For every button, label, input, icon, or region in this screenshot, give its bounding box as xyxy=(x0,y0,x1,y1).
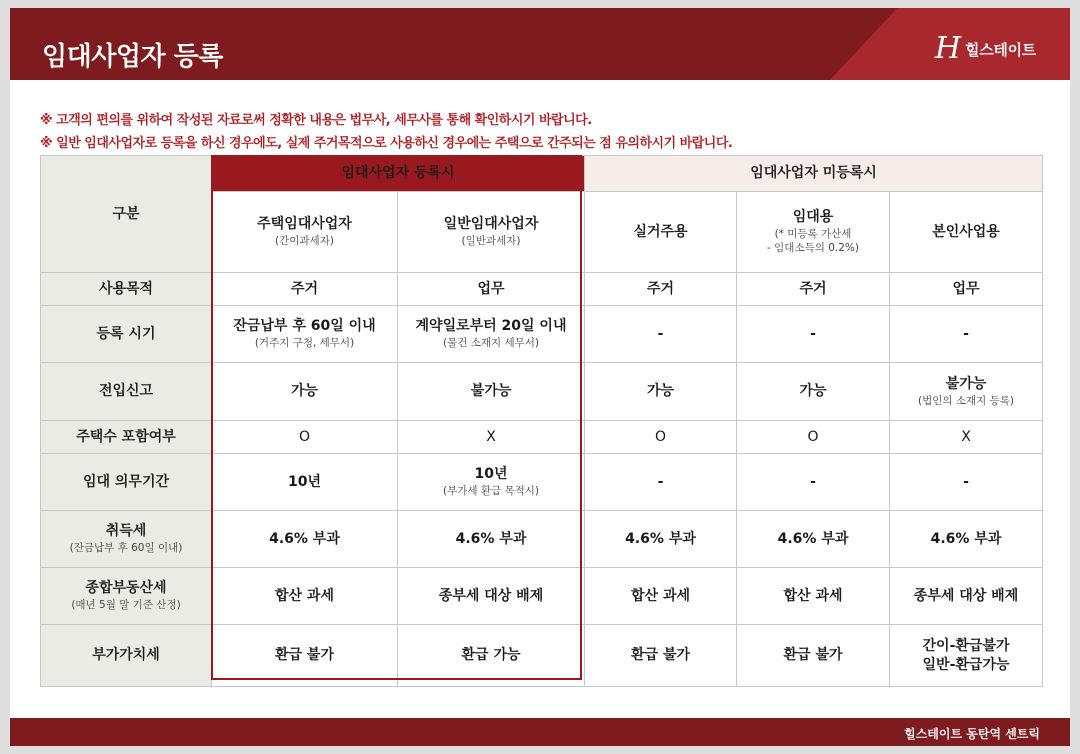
table-cell: 합산 과세 xyxy=(585,568,737,625)
row-header: 취득세 (잔금납부 후 60일 이내) xyxy=(41,511,212,568)
column-header: 임대용 (* 미등록 가산세 - 임대소득의 0.2%) xyxy=(737,192,890,273)
table-cell: - xyxy=(585,306,737,363)
table-cell: X xyxy=(890,421,1043,454)
table-row xyxy=(41,625,1043,687)
row-header: 사용목적 xyxy=(41,273,212,306)
table-cell: - xyxy=(737,454,890,511)
comparison-table xyxy=(40,155,1043,687)
table-cell: 10년 xyxy=(212,454,398,511)
table-cell: 주거 xyxy=(212,273,398,306)
table-cell: O xyxy=(585,421,737,454)
table-cell: 가능 xyxy=(737,363,890,421)
row-header: 임대 의무기간 xyxy=(41,454,212,511)
footer-bar xyxy=(10,718,1070,746)
table-cell: 잔금납부 후 60일 이내 (거주지 구청, 세무서) xyxy=(212,306,398,363)
corner-header: 구분 xyxy=(41,156,212,273)
table-cell: 주거 xyxy=(737,273,890,306)
column-header: 일반임대사업자 (일반과세자) xyxy=(398,192,585,273)
table-row xyxy=(41,421,1043,454)
table-cell: - xyxy=(890,306,1043,363)
table-row xyxy=(41,454,1043,511)
table-cell: 환급 불가 xyxy=(212,625,398,687)
row-header: 주택수 포함여부 xyxy=(41,421,212,454)
header-bar xyxy=(10,8,1070,80)
table-cell: - xyxy=(737,306,890,363)
table-cell: 계약일로부터 20일 이내 (물건 소재지 세무서) xyxy=(398,306,585,363)
table-cell: 간이-환급불가 일반-환급가능 xyxy=(890,625,1043,687)
row-header: 등록 시기 xyxy=(41,306,212,363)
table-cell: 종부세 대상 배제 xyxy=(890,568,1043,625)
table-cell: 환급 불가 xyxy=(737,625,890,687)
column-header: 실거주용 xyxy=(585,192,737,273)
table-cell: 주거 xyxy=(585,273,737,306)
table-cell: 4.6% 부과 xyxy=(398,511,585,568)
table-cell: 업무 xyxy=(398,273,585,306)
table-row xyxy=(41,273,1043,306)
group-header-unregistered: 임대사업자 미등록시 xyxy=(585,156,1043,192)
table-row xyxy=(41,568,1043,625)
brand-name: 힐스테이트 xyxy=(965,40,1036,59)
notice-line-2: ※ 일반 임대사업자로 등록을 하신 경우에도, 실제 주거목적으로 사용하신 경우에는 주택으로 간주되는 점 유의하시기 바랍니다. xyxy=(40,136,733,151)
column-header: 주택임대사업자 (간이과세자) xyxy=(212,192,398,273)
group-header-registered: 임대사업자 등록시 xyxy=(212,156,585,192)
notice-line-1: ※ 고객의 편의를 위하여 작성된 자료로써 정확한 내용은 법무사, 세무사를 통해 확인하시기 바랍니다. xyxy=(40,113,592,128)
page-title: 임대사업자 등록 xyxy=(42,42,223,72)
table-row xyxy=(41,363,1043,421)
table-cell: 합산 과세 xyxy=(737,568,890,625)
table-cell: 합산 과세 xyxy=(212,568,398,625)
table-cell: 4.6% 부과 xyxy=(737,511,890,568)
footer-site-name: 힐스테이트 동탄역 센트릭 xyxy=(904,727,1040,741)
table-cell: 가능 xyxy=(585,363,737,421)
brand-logo xyxy=(934,31,1036,66)
brand-mark-icon: H xyxy=(934,31,962,66)
table-cell: O xyxy=(737,421,890,454)
table-cell: X xyxy=(398,421,585,454)
table-cell: - xyxy=(585,454,737,511)
table-cell: 4.6% 부과 xyxy=(585,511,737,568)
table-cell: 10년 (부가세 환급 목적시) xyxy=(398,454,585,511)
table-cell: 환급 가능 xyxy=(398,625,585,687)
column-header: 본인사업용 xyxy=(890,192,1043,273)
table-cell: 4.6% 부과 xyxy=(212,511,398,568)
row-header: 종합부동산세 (매년 5월 말 기준 산정) xyxy=(41,568,212,625)
document-page xyxy=(10,8,1070,746)
table-cell: 종부세 대상 배제 xyxy=(398,568,585,625)
table-cell: 불가능 xyxy=(398,363,585,421)
table-cell: 가능 xyxy=(212,363,398,421)
table-cell: 환급 불가 xyxy=(585,625,737,687)
table-cell: 업무 xyxy=(890,273,1043,306)
table-row xyxy=(41,511,1043,568)
row-header: 부가가치세 xyxy=(41,625,212,687)
table-cell: 4.6% 부과 xyxy=(890,511,1043,568)
row-header: 전입신고 xyxy=(41,363,212,421)
table-cell: - xyxy=(890,454,1043,511)
table-cell: O xyxy=(212,421,398,454)
table-cell: 불가능 (법인의 소재지 등록) xyxy=(890,363,1043,421)
table-row xyxy=(41,306,1043,363)
